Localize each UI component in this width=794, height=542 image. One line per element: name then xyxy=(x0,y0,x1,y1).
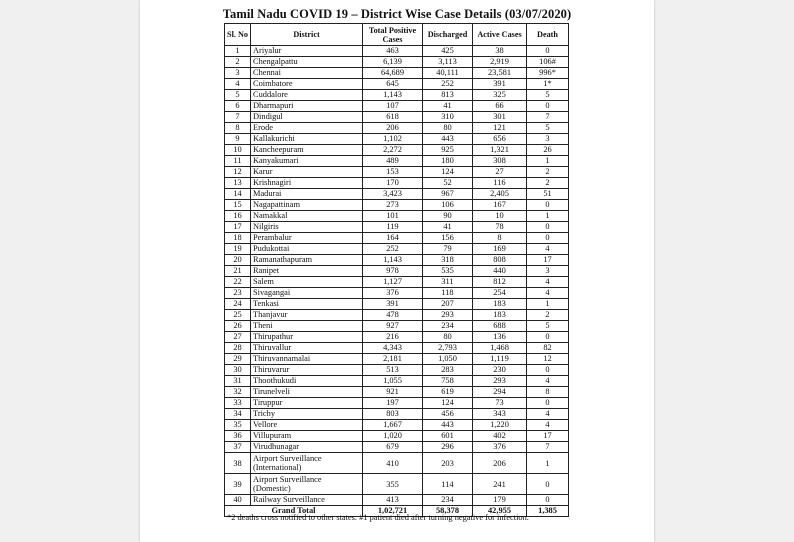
table-header-row xyxy=(225,24,569,46)
cell-district: Vellore xyxy=(251,420,363,431)
cell-active: 8 xyxy=(473,233,527,244)
table-row xyxy=(225,343,569,354)
cell-district: Namakkal xyxy=(251,211,363,222)
cell-district: Madurai xyxy=(251,189,363,200)
cell-death: 82 xyxy=(527,343,569,354)
table-row xyxy=(225,134,569,145)
cell-district: Trichy xyxy=(251,409,363,420)
grand-total-positive: 1,02,721 xyxy=(363,506,423,517)
cell-total-positive: 64,689 xyxy=(363,68,423,79)
cell-total-positive: 391 xyxy=(363,299,423,310)
table-row xyxy=(225,266,569,277)
cell-total-positive: 273 xyxy=(363,200,423,211)
cell-sl-no: 12 xyxy=(225,167,251,178)
cell-sl-no: 33 xyxy=(225,398,251,409)
table-row xyxy=(225,101,569,112)
grand-total-death: 1,385 xyxy=(527,506,569,517)
cell-sl-no: 13 xyxy=(225,178,251,189)
cell-discharged: 124 xyxy=(423,398,473,409)
cell-sl-no: 10 xyxy=(225,145,251,156)
cell-death: 1 xyxy=(527,453,569,474)
table-row xyxy=(225,310,569,321)
cell-district: Erode xyxy=(251,123,363,134)
cell-death: 0 xyxy=(527,46,569,57)
cell-discharged: 106 xyxy=(423,200,473,211)
cell-total-positive: 119 xyxy=(363,222,423,233)
cell-active: 27 xyxy=(473,167,527,178)
cell-district: Thanjavur xyxy=(251,310,363,321)
cell-sl-no: 19 xyxy=(225,244,251,255)
cell-discharged: 41 xyxy=(423,222,473,233)
cell-sl-no: 39 xyxy=(225,474,251,495)
cell-discharged: 3,113 xyxy=(423,57,473,68)
cell-sl-no: 5 xyxy=(225,90,251,101)
cell-death: 2 xyxy=(527,310,569,321)
cell-death: 4 xyxy=(527,244,569,255)
cell-discharged: 601 xyxy=(423,431,473,442)
cell-active: 325 xyxy=(473,90,527,101)
table-row xyxy=(225,321,569,332)
cell-district: Cuddalore xyxy=(251,90,363,101)
cell-sl-no: 16 xyxy=(225,211,251,222)
table-row xyxy=(225,123,569,134)
table-row xyxy=(225,431,569,442)
cell-district: Airport Surveillance (Domestic) xyxy=(251,474,363,495)
cell-active: 376 xyxy=(473,442,527,453)
cell-total-positive: 463 xyxy=(363,46,423,57)
cell-death: 4 xyxy=(527,288,569,299)
cell-active: 293 xyxy=(473,376,527,387)
cell-death: 0 xyxy=(527,200,569,211)
cell-sl-no: 2 xyxy=(225,57,251,68)
cell-death: 1 xyxy=(527,156,569,167)
cell-death: 0 xyxy=(527,101,569,112)
cell-discharged: 90 xyxy=(423,211,473,222)
cell-death: 4 xyxy=(527,420,569,431)
cell-death: 996* xyxy=(527,68,569,79)
table-row xyxy=(225,387,569,398)
cell-death: 5 xyxy=(527,90,569,101)
cell-death: 8 xyxy=(527,387,569,398)
cell-death: 4 xyxy=(527,376,569,387)
table-row xyxy=(225,233,569,244)
table-row xyxy=(225,420,569,431)
cell-total-positive: 355 xyxy=(363,474,423,495)
cell-sl-no: 17 xyxy=(225,222,251,233)
cell-sl-no: 3 xyxy=(225,68,251,79)
cell-active: 23,581 xyxy=(473,68,527,79)
cell-active: 294 xyxy=(473,387,527,398)
cell-death: 3 xyxy=(527,266,569,277)
cell-active: 254 xyxy=(473,288,527,299)
cell-discharged: 535 xyxy=(423,266,473,277)
cell-discharged: 203 xyxy=(423,453,473,474)
cell-discharged: 252 xyxy=(423,79,473,90)
cell-sl-no: 32 xyxy=(225,387,251,398)
cell-death: 5 xyxy=(527,321,569,332)
cell-sl-no: 1 xyxy=(225,46,251,57)
cell-sl-no: 21 xyxy=(225,266,251,277)
cell-death: 7 xyxy=(527,112,569,123)
cell-active: 121 xyxy=(473,123,527,134)
cell-active: 2,405 xyxy=(473,189,527,200)
cell-district: Railway Surveillance xyxy=(251,495,363,506)
cell-sl-no: 4 xyxy=(225,79,251,90)
cell-total-positive: 4,343 xyxy=(363,343,423,354)
cell-active: 440 xyxy=(473,266,527,277)
cell-discharged: 1,050 xyxy=(423,354,473,365)
cell-discharged: 293 xyxy=(423,310,473,321)
cell-district: Nilgiris xyxy=(251,222,363,233)
cell-discharged: 967 xyxy=(423,189,473,200)
cell-sl-no: 35 xyxy=(225,420,251,431)
cell-death: 0 xyxy=(527,495,569,506)
cell-discharged: 318 xyxy=(423,255,473,266)
cell-total-positive: 978 xyxy=(363,266,423,277)
header-death: Death xyxy=(527,24,569,46)
header-discharged: Discharged xyxy=(423,24,473,46)
cell-total-positive: 153 xyxy=(363,167,423,178)
cell-death: 0 xyxy=(527,365,569,376)
cell-total-positive: 513 xyxy=(363,365,423,376)
cell-total-positive: 1,102 xyxy=(363,134,423,145)
cell-district: Dharmapuri xyxy=(251,101,363,112)
cell-district: Sivagangai xyxy=(251,288,363,299)
cell-active: 1,321 xyxy=(473,145,527,156)
cell-district: Chengalpattu xyxy=(251,57,363,68)
cell-discharged: 619 xyxy=(423,387,473,398)
header-active: Active Cases xyxy=(473,24,527,46)
cell-sl-no: 23 xyxy=(225,288,251,299)
cell-total-positive: 2,181 xyxy=(363,354,423,365)
cell-death: 4 xyxy=(527,409,569,420)
cell-active: 402 xyxy=(473,431,527,442)
cell-active: 1,468 xyxy=(473,343,527,354)
header-total-positive: Total Positive Cases xyxy=(363,24,423,46)
cell-active: 179 xyxy=(473,495,527,506)
table-row xyxy=(225,145,569,156)
cell-sl-no: 38 xyxy=(225,453,251,474)
cell-total-positive: 164 xyxy=(363,233,423,244)
cell-discharged: 118 xyxy=(423,288,473,299)
cell-active: 301 xyxy=(473,112,527,123)
cell-active: 38 xyxy=(473,46,527,57)
cell-discharged: 311 xyxy=(423,277,473,288)
cell-death: 3 xyxy=(527,134,569,145)
cell-sl-no: 8 xyxy=(225,123,251,134)
cell-district: Dindigul xyxy=(251,112,363,123)
table-row xyxy=(225,167,569,178)
cell-death: 7 xyxy=(527,442,569,453)
cell-total-positive: 170 xyxy=(363,178,423,189)
cell-sl-no: 20 xyxy=(225,255,251,266)
cell-death: 1 xyxy=(527,299,569,310)
cell-death: 17 xyxy=(527,255,569,266)
cell-death: 0 xyxy=(527,233,569,244)
document-page xyxy=(140,0,654,542)
cell-death: 12 xyxy=(527,354,569,365)
cell-discharged: 52 xyxy=(423,178,473,189)
cell-death: 26 xyxy=(527,145,569,156)
district-case-table xyxy=(224,23,569,517)
cell-district: Coimbatore xyxy=(251,79,363,90)
cell-sl-no: 28 xyxy=(225,343,251,354)
cell-total-positive: 1,667 xyxy=(363,420,423,431)
table-row xyxy=(225,277,569,288)
cell-active: 183 xyxy=(473,310,527,321)
cell-discharged: 234 xyxy=(423,495,473,506)
cell-district: Ranipet xyxy=(251,266,363,277)
cell-total-positive: 645 xyxy=(363,79,423,90)
cell-sl-no: 9 xyxy=(225,134,251,145)
cell-total-positive: 206 xyxy=(363,123,423,134)
cell-district: Chennai xyxy=(251,68,363,79)
table-row xyxy=(225,90,569,101)
cell-death: 0 xyxy=(527,398,569,409)
cell-active: 808 xyxy=(473,255,527,266)
cell-death: 0 xyxy=(527,332,569,343)
cell-active: 10 xyxy=(473,211,527,222)
table-row xyxy=(225,442,569,453)
cell-active: 1,119 xyxy=(473,354,527,365)
cell-discharged: 443 xyxy=(423,420,473,431)
cell-total-positive: 679 xyxy=(363,442,423,453)
cell-district: Pudukottai xyxy=(251,244,363,255)
footnote: *2 deaths cross notified to other states. #1 patient died after turning negative for infection. xyxy=(227,513,529,522)
cell-district: Thiruvallur xyxy=(251,343,363,354)
cell-active: 391 xyxy=(473,79,527,90)
cell-total-positive: 478 xyxy=(363,310,423,321)
cell-discharged: 925 xyxy=(423,145,473,156)
cell-discharged: 80 xyxy=(423,123,473,134)
header-district: District xyxy=(251,24,363,46)
cell-district: Thirupathur xyxy=(251,332,363,343)
table-row xyxy=(225,112,569,123)
cell-total-positive: 376 xyxy=(363,288,423,299)
cell-district: Thiruvarur xyxy=(251,365,363,376)
table-row xyxy=(225,495,569,506)
cell-discharged: 80 xyxy=(423,332,473,343)
cell-discharged: 425 xyxy=(423,46,473,57)
cell-discharged: 813 xyxy=(423,90,473,101)
cell-discharged: 40,111 xyxy=(423,68,473,79)
cell-sl-no: 26 xyxy=(225,321,251,332)
cell-discharged: 283 xyxy=(423,365,473,376)
cell-total-positive: 618 xyxy=(363,112,423,123)
cell-sl-no: 25 xyxy=(225,310,251,321)
document-title: Tamil Nadu COVID 19 – District Wise Case Details (03/07/2020) xyxy=(222,7,572,21)
cell-total-positive: 252 xyxy=(363,244,423,255)
grand-total-discharged: 58,378 xyxy=(423,506,473,517)
cell-death: 5 xyxy=(527,123,569,134)
cell-sl-no: 6 xyxy=(225,101,251,112)
cell-discharged: 156 xyxy=(423,233,473,244)
cell-discharged: 114 xyxy=(423,474,473,495)
cell-discharged: 456 xyxy=(423,409,473,420)
cell-total-positive: 413 xyxy=(363,495,423,506)
grand-total-label: Grand Total xyxy=(225,506,363,517)
cell-active: 656 xyxy=(473,134,527,145)
cell-district: Thoothukudi xyxy=(251,376,363,387)
table-row xyxy=(225,189,569,200)
cell-total-positive: 410 xyxy=(363,453,423,474)
table-row xyxy=(225,57,569,68)
cell-district: Virudhunagar xyxy=(251,442,363,453)
table-row xyxy=(225,453,569,474)
cell-sl-no: 31 xyxy=(225,376,251,387)
table-row xyxy=(225,68,569,79)
cell-active: 183 xyxy=(473,299,527,310)
cell-sl-no: 15 xyxy=(225,200,251,211)
cell-total-positive: 803 xyxy=(363,409,423,420)
cell-district: Tirunelveli xyxy=(251,387,363,398)
header-sl-no: Sl. No xyxy=(225,24,251,46)
table-row xyxy=(225,376,569,387)
cell-total-positive: 1,143 xyxy=(363,255,423,266)
cell-active: 343 xyxy=(473,409,527,420)
cell-death: 106# xyxy=(527,57,569,68)
cell-death: 2 xyxy=(527,167,569,178)
table-row xyxy=(225,211,569,222)
cell-discharged: 758 xyxy=(423,376,473,387)
cell-total-positive: 107 xyxy=(363,101,423,112)
cell-sl-no: 30 xyxy=(225,365,251,376)
cell-active: 241 xyxy=(473,474,527,495)
cell-death: 2 xyxy=(527,178,569,189)
table-row xyxy=(225,409,569,420)
table-row xyxy=(225,299,569,310)
cell-active: 169 xyxy=(473,244,527,255)
cell-death: 1* xyxy=(527,79,569,90)
cell-total-positive: 1,143 xyxy=(363,90,423,101)
cell-total-positive: 197 xyxy=(363,398,423,409)
grand-total-active: 42,955 xyxy=(473,506,527,517)
table-row xyxy=(225,79,569,90)
cell-total-positive: 2,272 xyxy=(363,145,423,156)
table-row xyxy=(225,222,569,233)
cell-sl-no: 40 xyxy=(225,495,251,506)
cell-sl-no: 34 xyxy=(225,409,251,420)
cell-district: Ariyalur xyxy=(251,46,363,57)
table-body xyxy=(225,46,569,506)
cell-district: Krishnagiri xyxy=(251,178,363,189)
cell-discharged: 207 xyxy=(423,299,473,310)
cell-district: Kanyakumari xyxy=(251,156,363,167)
cell-active: 66 xyxy=(473,101,527,112)
cell-active: 308 xyxy=(473,156,527,167)
cell-active: 812 xyxy=(473,277,527,288)
cell-discharged: 2,793 xyxy=(423,343,473,354)
cell-sl-no: 18 xyxy=(225,233,251,244)
cell-district: Salem xyxy=(251,277,363,288)
cell-active: 1,220 xyxy=(473,420,527,431)
table-row xyxy=(225,200,569,211)
cell-district: Kallakurichi xyxy=(251,134,363,145)
cell-district: Airport Surveillance (International) xyxy=(251,453,363,474)
cell-total-positive: 1,020 xyxy=(363,431,423,442)
cell-death: 17 xyxy=(527,431,569,442)
cell-discharged: 41 xyxy=(423,101,473,112)
cell-active: 136 xyxy=(473,332,527,343)
cell-discharged: 234 xyxy=(423,321,473,332)
cell-active: 167 xyxy=(473,200,527,211)
cell-total-positive: 3,423 xyxy=(363,189,423,200)
cell-total-positive: 216 xyxy=(363,332,423,343)
cell-district: Thiruvannamalai xyxy=(251,354,363,365)
table-row xyxy=(225,156,569,167)
table-row xyxy=(225,365,569,376)
cell-district: Karur xyxy=(251,167,363,178)
cell-death: 0 xyxy=(527,222,569,233)
cell-discharged: 443 xyxy=(423,134,473,145)
cell-discharged: 180 xyxy=(423,156,473,167)
cell-sl-no: 29 xyxy=(225,354,251,365)
cell-district: Kancheepuram xyxy=(251,145,363,156)
table-row xyxy=(225,354,569,365)
cell-sl-no: 14 xyxy=(225,189,251,200)
cell-active: 206 xyxy=(473,453,527,474)
table-row xyxy=(225,398,569,409)
cell-active: 116 xyxy=(473,178,527,189)
cell-district: Nagapattinam xyxy=(251,200,363,211)
cell-sl-no: 7 xyxy=(225,112,251,123)
cell-total-positive: 921 xyxy=(363,387,423,398)
cell-sl-no: 37 xyxy=(225,442,251,453)
cell-district: Villupuram xyxy=(251,431,363,442)
cell-total-positive: 489 xyxy=(363,156,423,167)
cell-sl-no: 22 xyxy=(225,277,251,288)
cell-sl-no: 36 xyxy=(225,431,251,442)
cell-district: Ramanathapuram xyxy=(251,255,363,266)
table-row xyxy=(225,288,569,299)
cell-discharged: 79 xyxy=(423,244,473,255)
cell-total-positive: 927 xyxy=(363,321,423,332)
table-row xyxy=(225,244,569,255)
cell-sl-no: 24 xyxy=(225,299,251,310)
cell-total-positive: 1,127 xyxy=(363,277,423,288)
cell-death: 0 xyxy=(527,474,569,495)
cell-district: Perambalur xyxy=(251,233,363,244)
cell-district: Tenkasi xyxy=(251,299,363,310)
cell-death: 51 xyxy=(527,189,569,200)
table-row xyxy=(225,474,569,495)
cell-death: 4 xyxy=(527,277,569,288)
cell-active: 688 xyxy=(473,321,527,332)
table-row xyxy=(225,178,569,189)
cell-active: 78 xyxy=(473,222,527,233)
cell-total-positive: 101 xyxy=(363,211,423,222)
cell-total-positive: 1,055 xyxy=(363,376,423,387)
cell-active: 2,919 xyxy=(473,57,527,68)
cell-discharged: 124 xyxy=(423,167,473,178)
table-row xyxy=(225,255,569,266)
cell-discharged: 310 xyxy=(423,112,473,123)
cell-discharged: 296 xyxy=(423,442,473,453)
table-row xyxy=(225,332,569,343)
cell-district: Tiruppur xyxy=(251,398,363,409)
cell-death: 1 xyxy=(527,211,569,222)
cell-district: Theni xyxy=(251,321,363,332)
table-row xyxy=(225,46,569,57)
cell-total-positive: 6,139 xyxy=(363,57,423,68)
cell-active: 230 xyxy=(473,365,527,376)
cell-active: 73 xyxy=(473,398,527,409)
cell-sl-no: 27 xyxy=(225,332,251,343)
cell-sl-no: 11 xyxy=(225,156,251,167)
